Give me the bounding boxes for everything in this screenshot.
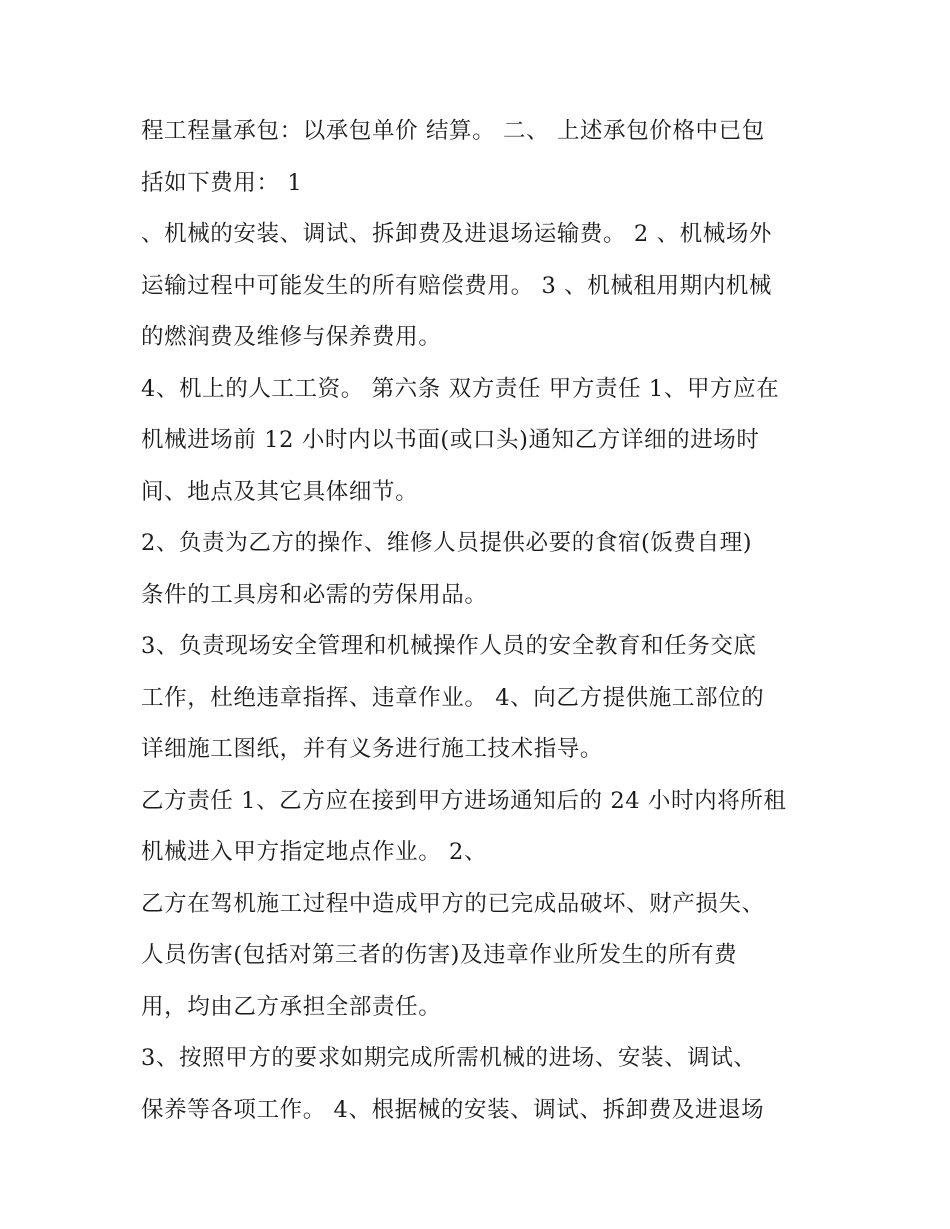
text-line: 乙方责任 1、乙方应在接到甲方进场通知后的 24 小时内将所租 [141,787,787,814]
text-line: 乙方在驾机施工过程中造成甲方的已完成品破坏、财产损失、 [141,890,765,917]
text-line: 间、地点及其它具体细节。 [141,478,419,505]
text-line: 3、按照甲方的要求如期完成所需机械的进场、安装、调试、 [141,1045,757,1071]
text-line: 4、机上的人工工资。 第六条 双方责任 甲方责任 1、甲方应在 [141,375,780,402]
text-line: 保养等各项工作。 4、根据械的安装、调试、拆卸费及进退场 [141,1096,765,1123]
text-line: 工作，杜绝违章指挥、违章作业。 4、向乙方提供施工部位的 [141,684,765,711]
text-line: 的燃润费及维修与保养费用。 [141,324,442,350]
body-text [141,106,821,1136]
text-line: 机械进入甲方指定地点作业。 2、 [141,839,488,865]
text-line: 2、负责为乙方的操作、维修人员提供必要的食宿(饭费自理) [141,530,753,556]
text-line: 、机械的安装、调试、拆卸费及进退场运输费。 2 、机械场外 [141,221,773,247]
text-line: 详细施工图纸，并有义务进行施工技术指导。 [141,736,604,762]
text-line: 用，均由乙方承担全部责任。 [141,993,442,1020]
text-line: 3、负责现场安全管理和机械操作人员的安全教育和任务交底 [141,633,757,659]
text-line: 程工程量承包：以承包单价 结算。 二、 上述承包价格中已包 [141,118,765,144]
text-line: 机械进场前 12 小时内以书面(或口头)通知乙方详细的进场时 [141,427,760,453]
text-line: 人员伤害(包括对第三者的伤害)及违章作业所发生的所有费 [141,942,738,968]
text-line: 运输过程中可能发生的所有赔偿费用。 3 、机械租用期内机械 [141,272,773,299]
text-line: 括如下费用： 1 [141,169,303,196]
text-line: 条件的工具房和必需的劳保用品。 [141,581,488,608]
